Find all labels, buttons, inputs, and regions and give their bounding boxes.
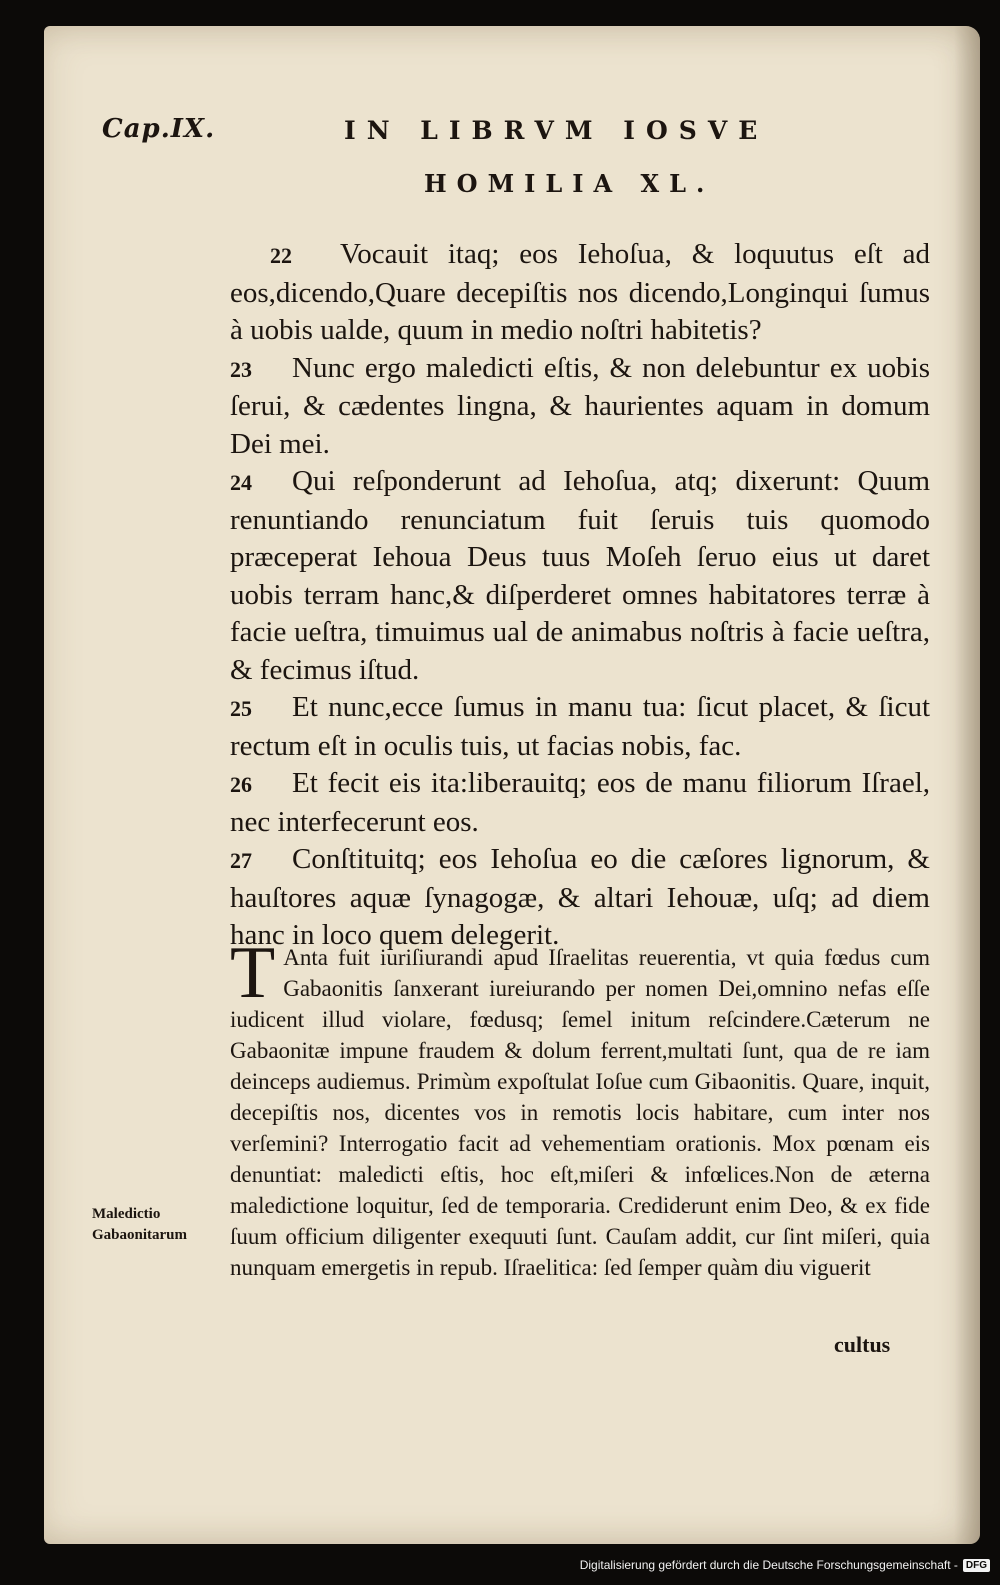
verse-number: 24	[230, 470, 252, 495]
verse-number: 22	[270, 243, 292, 268]
footer-credit: Digitalisierung gefördert durch die Deutsche Forschungsgemeinschaft -	[579, 1558, 958, 1572]
drop-cap: T	[230, 932, 276, 1014]
verse-text: Vocauit itaq; eos Iehoſua, & loquutus eſt ad eos,dicendo,Quare decepiſtis nos dicendo,Longinqui ſumus à uobis ualde, quum in medio noſtri habitetis?	[230, 238, 930, 346]
margin-note-line: Maledictio	[92, 1206, 161, 1222]
verse-number: 26	[230, 772, 252, 797]
verse-text: Qui reſponderunt ad Iehoſua, atq; dixerunt: Quum renuntiando renunciatum fuit ſeruis tuis quomodo præceperat Iehoua Deus tuus Moſeh ſeruo eius ut daret uobis terram hanc,& diſperderet omnes habitatores terræ à facie ueſtra, timuimus ual de animabus noſtris à facie ueſtra, & fecimus iſtud.	[230, 465, 930, 686]
verse-text: Nunc ergo maledicti eſtis, & non delebuntur ex uobis ſerui, & cædentes lingna, & haurientes aquam in domum Dei mei.	[230, 351, 930, 460]
margin-note	[92, 1204, 232, 1246]
verse	[230, 689, 930, 765]
commentary-text: Anta fuit iuriſiurandi apud Iſraelitas reuerentia, vt quia fœdus cum Gabaonitis ſanxerant iureiurando per nomen Dei,omnino nefas eſſe iudicent illud violare, fœdusq; ſemel initum reſcindere.Cæterum ne Gabaonitæ impune fraudem & dolum ferrent,multati ſunt, qua de re iam deinceps audiemus. Primùm expoſtulat Ioſue cum Gibaonitis. Quare, inquit, decepiſtis nos, dicentes vos in remotis locis habitare, cum inter nos verſemini? Interrogatio facit ad vehementiam orationis. Mox pœnam eis denuntiat: maledicti eſtis, hoc eſt,miſeri & infœlices.Non de æterna maledictione loquitur, ſed de temporaria. Crediderunt enim Deo, & ex fide ſuum officium diligenter exequuti ſunt. Cauſam addit, cur ſint miſeri, quia nunquam emergetis in repub. Iſraelitica: ſed ſemper quàm diu viguerit	[230, 945, 930, 1280]
digitization-footer	[580, 1558, 990, 1572]
verse-number: 27	[230, 848, 252, 873]
verse	[230, 463, 930, 689]
verse-block	[230, 236, 930, 955]
verse	[230, 236, 930, 350]
book-page	[44, 26, 980, 1544]
verse	[230, 765, 930, 841]
dfg-logo-icon: DFG	[963, 1559, 990, 1572]
catchword: cultus	[834, 1332, 891, 1357]
page-gutter-shadow	[954, 26, 980, 1544]
verse-text: Conſtituitq; eos Iehoſua eo die cæſores lignorum, & hauſtores aquæ ſynagogæ, & altari Iehouæ, uſq; ad diem hanc in loco quem delegerit.	[230, 843, 930, 951]
verse	[230, 350, 930, 464]
running-title: IN LIBRVM IOSVE	[344, 116, 769, 145]
homily-heading: HOMILIA XL.	[424, 169, 715, 198]
chapter-marker: Cap.IX.	[102, 114, 216, 144]
verse-text: Et fecit eis ita:liberauitq; eos de manu filiorum Iſrael, nec interfecerunt eos.	[230, 767, 930, 838]
verse-number: 23	[230, 356, 252, 382]
verse-text: Et nunc,ecce ſumus in manu tua: ſicut placet, & ſicut rectum eſt in oculis tuis, ut facias nobis, fac.	[230, 691, 930, 762]
commentary-paragraph	[230, 932, 930, 1283]
verse	[230, 841, 930, 955]
verse-number: 25	[230, 696, 252, 721]
margin-note-line: Gabaonitarum	[92, 1227, 188, 1243]
